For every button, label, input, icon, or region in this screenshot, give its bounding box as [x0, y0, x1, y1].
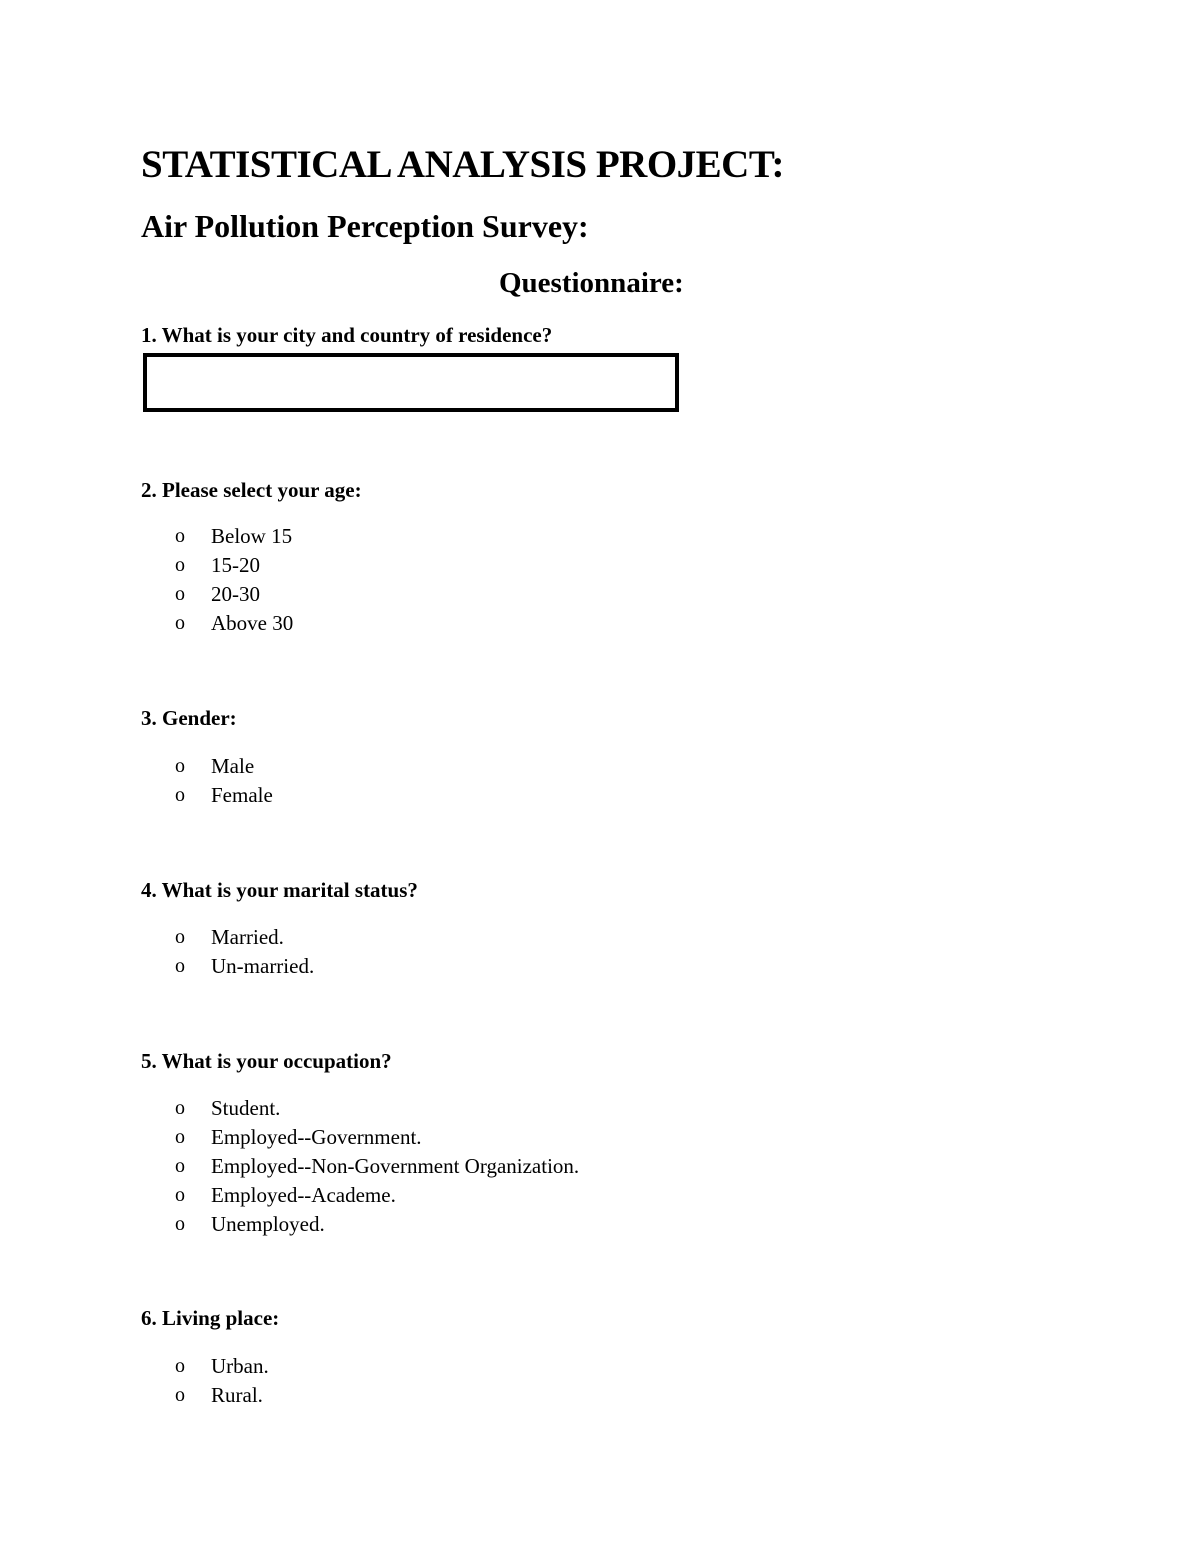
option-label: Unemployed. — [211, 1212, 325, 1236]
option-label: Male — [211, 754, 255, 778]
gender-option[interactable] — [175, 781, 273, 810]
question-1-label: 1. What is your city and country of residence? — [141, 323, 553, 347]
question-2-label: 2. Please select your age: — [141, 478, 362, 502]
option-bullet-icon: o — [175, 1097, 185, 1119]
living-place-option[interactable] — [175, 1352, 269, 1381]
option-label: Above 30 — [211, 611, 294, 635]
age-option[interactable] — [175, 551, 293, 580]
option-bullet-icon: o — [175, 784, 185, 806]
marital-status-options — [175, 923, 314, 981]
option-label: Urban. — [211, 1354, 269, 1378]
document-title: STATISTICAL ANALYSIS PROJECT: — [141, 143, 784, 186]
option-bullet-icon: o — [175, 755, 185, 777]
option-bullet-icon: o — [175, 583, 185, 605]
occupation-option[interactable] — [175, 1094, 579, 1123]
section-heading: Questionnaire: — [499, 267, 684, 299]
option-bullet-icon: o — [175, 1213, 185, 1235]
living-place-options — [175, 1352, 269, 1410]
option-bullet-icon: o — [175, 612, 185, 634]
survey-subtitle: Air Pollution Perception Survey: — [141, 208, 589, 244]
occupation-options — [175, 1094, 579, 1239]
option-bullet-icon: o — [175, 1155, 185, 1177]
option-bullet-icon: o — [175, 955, 185, 977]
option-label: Employed--Academe. — [211, 1183, 396, 1207]
question-4-label: 4. What is your marital status? — [141, 878, 418, 902]
option-label: 20-30 — [211, 582, 260, 606]
option-label: Un-married. — [211, 954, 315, 978]
marital-status-option[interactable] — [175, 923, 314, 952]
age-option[interactable] — [175, 522, 293, 551]
occupation-option[interactable] — [175, 1123, 579, 1152]
option-label: 15-20 — [211, 553, 260, 577]
gender-option[interactable] — [175, 752, 273, 781]
marital-status-option[interactable] — [175, 952, 314, 981]
occupation-option[interactable] — [175, 1210, 579, 1239]
living-place-option[interactable] — [175, 1381, 269, 1410]
option-bullet-icon: o — [175, 1126, 185, 1148]
option-bullet-icon: o — [175, 1184, 185, 1206]
option-label: Employed--Non-Government Organization. — [211, 1154, 580, 1178]
age-options — [175, 522, 293, 638]
option-bullet-icon: o — [175, 1355, 185, 1377]
option-bullet-icon: o — [175, 1384, 185, 1406]
option-bullet-icon: o — [175, 926, 185, 948]
option-label: Below 15 — [211, 524, 293, 548]
question-5-label: 5. What is your occupation? — [141, 1049, 392, 1073]
option-label: Female — [211, 783, 273, 807]
option-label: Employed--Government. — [211, 1125, 422, 1149]
option-label: Student. — [211, 1096, 281, 1120]
gender-options — [175, 752, 273, 810]
residence-answer-box[interactable] — [143, 353, 679, 412]
age-option[interactable] — [175, 609, 293, 638]
option-label: Rural. — [211, 1383, 263, 1407]
occupation-option[interactable] — [175, 1181, 579, 1210]
occupation-option[interactable] — [175, 1152, 579, 1181]
question-6-label: 6. Living place: — [141, 1306, 280, 1330]
option-label: Married. — [211, 925, 284, 949]
question-3-label: 3. Gender: — [141, 706, 237, 730]
option-bullet-icon: o — [175, 554, 185, 576]
age-option[interactable] — [175, 580, 293, 609]
option-bullet-icon: o — [175, 525, 185, 547]
